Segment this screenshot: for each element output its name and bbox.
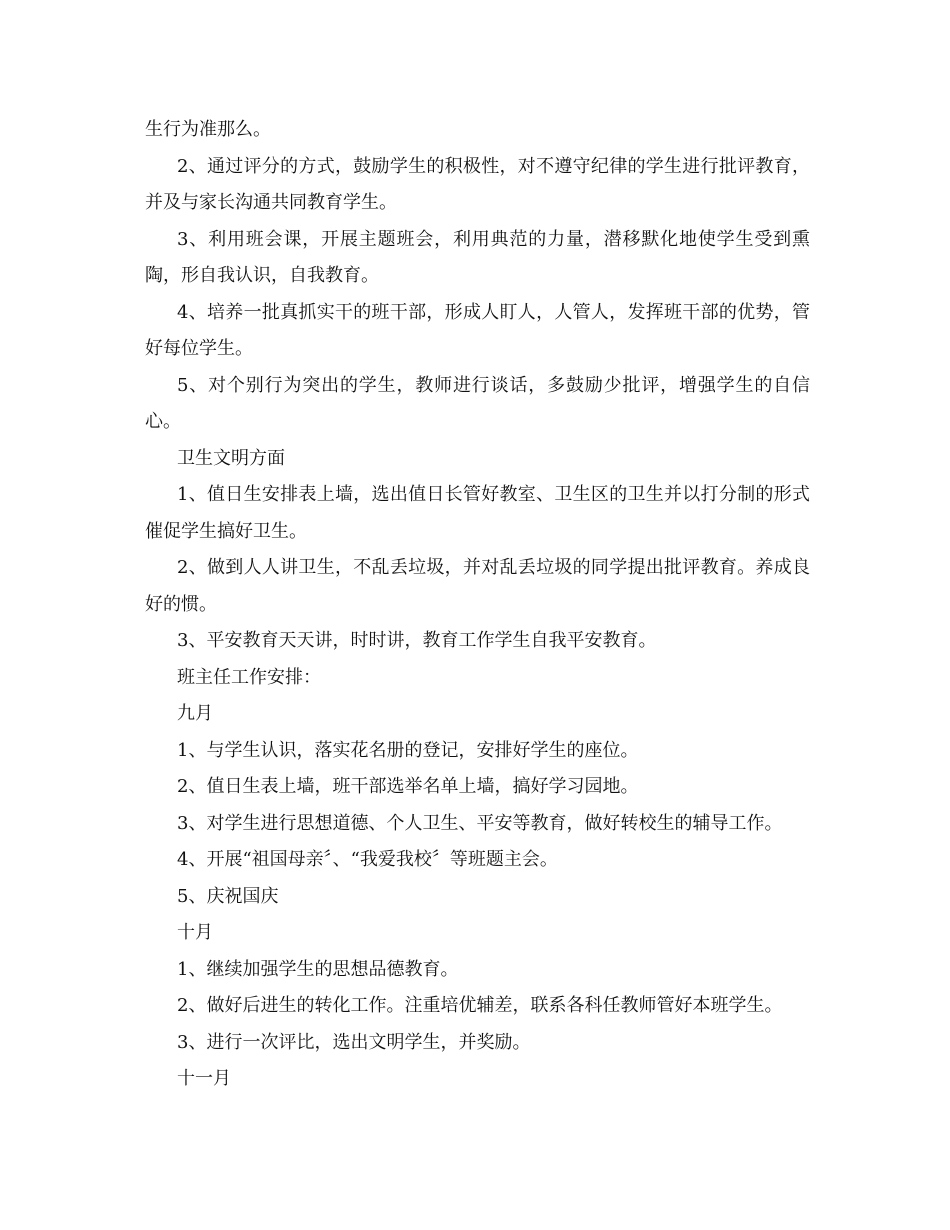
paragraph-19: 2、做好后进生的转化工作。注重培优辅差，联系各科任教师管好本班学生。 [177, 995, 783, 1016]
paragraph-2: 2、通过评分的方式，鼓励学生的积极性，对不遵守纪律的学生进行批评教育，并及与家长沟通共同教育学生。 [145, 155, 810, 213]
paragraph-3: 3、利用班会课，开展主题班会，利用典范的力量，潜移默化地使学生受到熏陶，形自我认识，自我教育。 [145, 228, 810, 286]
paragraph-15: 4、开展“祖国母亲〞、“我爱我校〞等班题主会。 [177, 849, 558, 870]
paragraph-14: 3、对学生进行思想道德、个人卫生、平安等教育，做好转校生的辅导工作。 [177, 812, 783, 834]
month-heading-november: 十一月 [177, 1068, 231, 1089]
month-heading-october: 十月 [177, 922, 213, 943]
paragraph-18: 1、继续加强学生的思想品德教育。 [177, 958, 459, 980]
paragraph-4: 4、培养一批真抓实干的班干部，形成人盯人，人管人，发挥班干部的优势，管好每位学生。 [145, 301, 810, 359]
paragraph-7: 1、值日生安排表上墙，选出值日长管好教室、卫生区的卫生并以打分制的形式催促学生搞好卫生。 [145, 484, 810, 542]
paragraph-13: 2、值日生表上墙，班干部选举名单上墙，搞好学习园地。 [177, 776, 639, 797]
paragraph-8: 2、做到人人讲卫生，不乱丢垃圾，并对乱丢垃圾的同学提出批评教育。养成良好的惯。 [145, 557, 810, 615]
paragraph-16: 5、庆祝国庆 [177, 885, 279, 907]
paragraph-9: 3、平安教育天天讲，时时讲，教育工作学生自我平安教育。 [177, 630, 657, 651]
document-body [145, 112, 810, 1098]
paragraph-12: 1、与学生认识，落实花名册的登记，安排好学生的座位。 [177, 739, 639, 761]
section-heading-hygiene: 卫生文明方面 [177, 447, 285, 469]
month-heading-september: 九月 [177, 703, 213, 724]
section-heading-schedule: 班主任工作安排： [177, 666, 321, 688]
paragraph-20: 3、进行一次评比，选出文明学生，并奖励。 [177, 1031, 531, 1053]
paragraph-5: 5、对个别行为突出的学生，教师进行谈话，多鼓励少批评，增强学生的自信心。 [145, 374, 810, 432]
paragraph-1: 生行为准那么。 [145, 119, 271, 140]
